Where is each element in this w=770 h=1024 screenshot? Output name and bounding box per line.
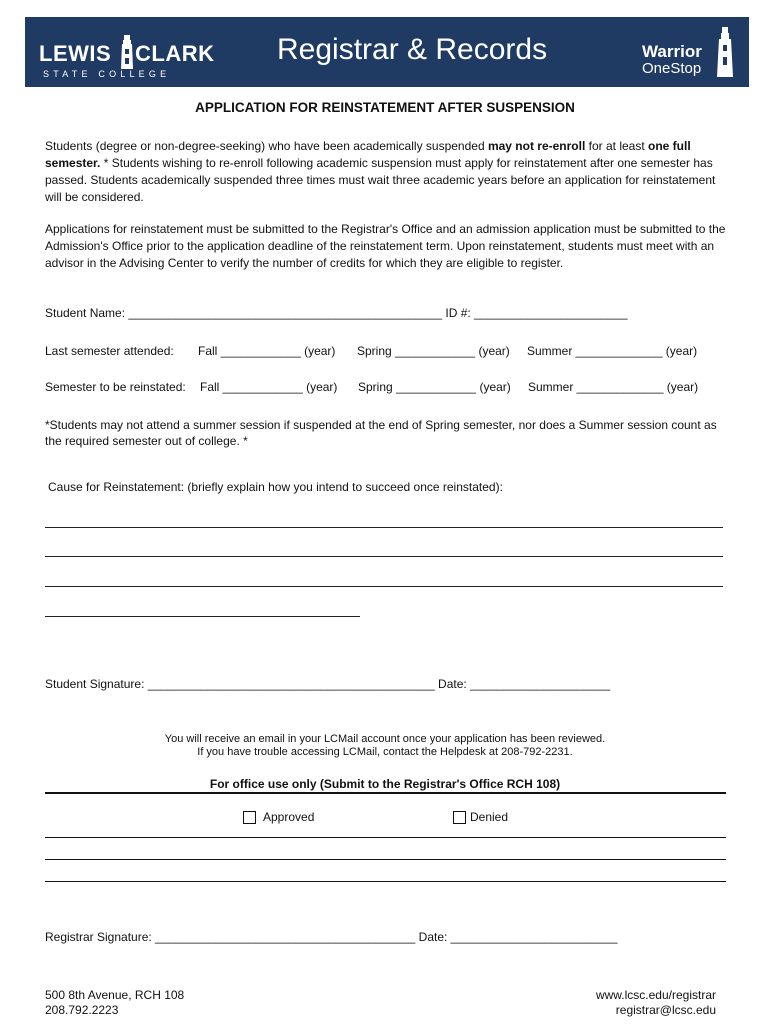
last-semester-fall-field[interactable]: Fall ____________ (year) (198, 344, 336, 358)
intro-bold-1: may not re-enroll (487, 139, 586, 153)
approved-label: Approved (263, 810, 315, 824)
summer-session-note: *Students may not attend a summer session if suspended at the end of Spring semester, nor does a Summer session count as the required semester out of college. * (45, 418, 717, 448)
denied-checkbox[interactable] (453, 811, 466, 824)
application-paragraph: Applications for reinstatement must be submitted to the Registrar's Office and an admission application must be submitted to the Admission's Office prior to the application deadline of the reinstatement term. Upon reinstatement, students must meet with an advisor in the Advising Center to verify the number of credits for which they are eligible to register. (45, 222, 726, 270)
intro-text-1: Students (degree or non-degree-seeking) who have been academically suspended (45, 139, 488, 153)
warrior-onestop-logo (637, 27, 747, 81)
lcsc-logo (39, 31, 215, 81)
cause-line-3[interactable] (45, 586, 723, 587)
logo-word-onestop: OneStop (642, 60, 702, 77)
footer-contact (596, 988, 716, 1018)
email-note-line-1: You will receive an email in your LCMail account once your application has been reviewed. (164, 733, 606, 745)
form-title: APPLICATION FOR REINSTATEMENT AFTER SUSPENSION (195, 100, 575, 115)
header-band (25, 17, 749, 87)
cause-line-1[interactable] (45, 527, 723, 528)
reinstated-semester-label: Semester to be reinstated: (45, 380, 186, 394)
tower-icon (715, 27, 735, 77)
approved-checkbox[interactable] (243, 811, 256, 824)
denied-label: Denied (470, 810, 509, 824)
registrar-signature-field[interactable]: Registrar Signature: _______________________________________ Date: _________________________ (45, 930, 618, 944)
reinstated-summer-field[interactable]: Summer _____________ (year) (528, 380, 699, 394)
office-notes-line-1[interactable] (45, 837, 726, 838)
cause-line-2[interactable] (45, 556, 723, 557)
last-semester-summer-field[interactable]: Summer _____________ (year) (527, 344, 698, 358)
reinstated-fall-field[interactable]: Fall ____________ (year) (200, 380, 338, 394)
footer-address (45, 988, 184, 1018)
footer-website-link[interactable]: www.lcsc.edu/registrar (595, 988, 716, 1002)
office-use-heading: For office use only (Submit to the Registrar's Office RCH 108) (209, 777, 561, 791)
intro-text-3: * Students wishing to re-enroll following academic suspension must apply for reinstatement after one semester has passed. Students academically suspended three times must wait three academic years before an application for reinstatement will be considered. (45, 156, 716, 204)
tower-icon (119, 35, 135, 69)
intro-paragraph (45, 138, 735, 206)
office-notes-line-3[interactable] (45, 881, 726, 882)
logo-word-clark: CLARK (135, 41, 215, 66)
office-notes-line-2[interactable] (45, 859, 726, 860)
intro-text-2: for at least (585, 139, 649, 153)
page-title: Registrar & Records (277, 33, 548, 66)
footer-street: 500 8th Avenue, RCH 108 (45, 988, 185, 1002)
footer-email-link[interactable]: registrar@lcsc.edu (615, 1003, 716, 1017)
logo-word-lewis: LEWIS (39, 41, 112, 66)
cause-line-4[interactable] (45, 616, 360, 617)
last-semester-spring-field[interactable]: Spring ____________ (year) (357, 344, 510, 358)
intro-bold-2: one full semester. (45, 139, 691, 170)
logo-word-warrior: Warrior (642, 42, 702, 61)
footer-phone: 208.792.2223 (45, 1003, 119, 1017)
reinstated-spring-field[interactable]: Spring ____________ (year) (358, 380, 511, 394)
student-signature-field[interactable]: Student Signature: ___________________________________________ Date: _____________________ (45, 677, 611, 691)
cause-label: Cause for Reinstatement: (briefly explain how you intend to succeed once reinstated): (48, 480, 503, 494)
last-semester-label: Last semester attended: (45, 344, 174, 358)
student-name-field[interactable]: Student Name: _______________________________________________ ID #: _______________________ (45, 306, 628, 320)
office-divider (45, 792, 726, 794)
logo-subtitle: STATE COLLEGE (43, 69, 171, 79)
email-note-line-2: If you have trouble accessing LCMail, contact the Helpdesk at 208-792-2231. (197, 746, 573, 758)
